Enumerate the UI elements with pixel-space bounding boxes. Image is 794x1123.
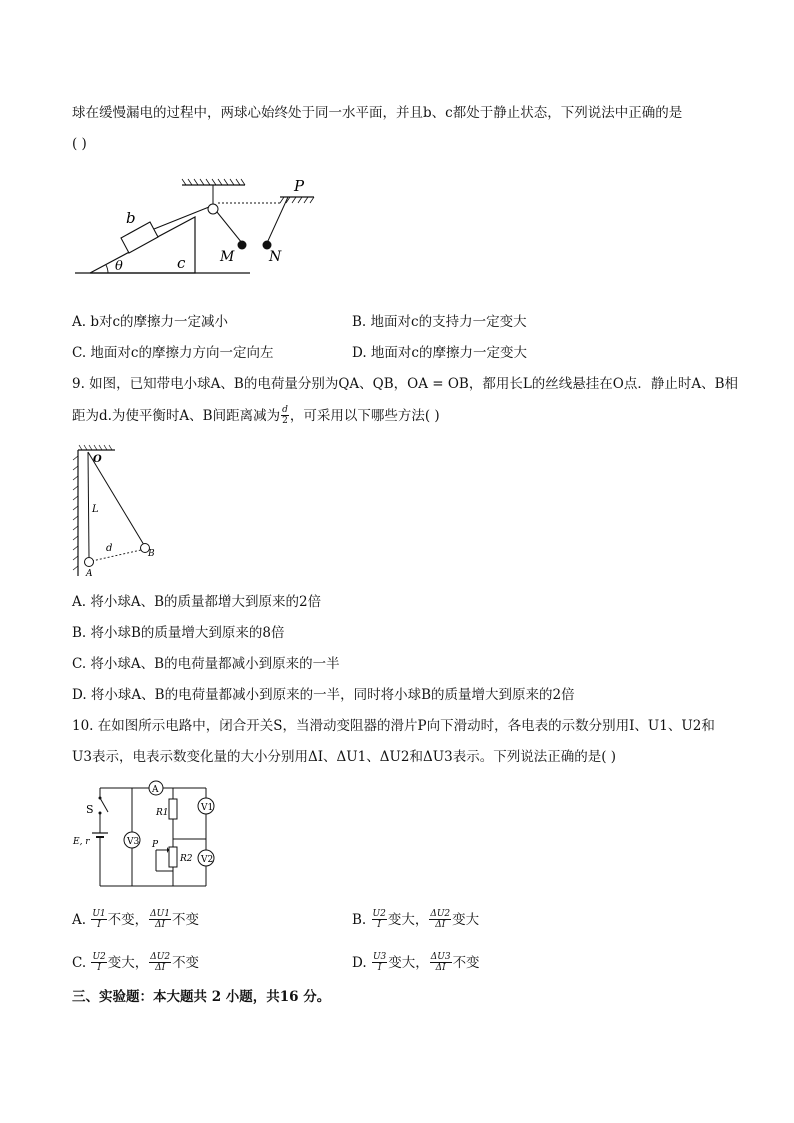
q9-stem-line1: 9. 如图，已知带电小球A、B的电荷量分别为QA、QB，OA = OB，都用长L的丝线悬挂在O点．静止时A、B相 [72,376,739,392]
label-v2: V2 [201,855,214,865]
resistor-r2 [169,847,177,867]
label-switch: S [86,803,94,816]
q8-option-a: A. b对c的摩擦力一定减小 [72,314,229,330]
section-3-heading: 三、实验题：本大题共 2 小题，共16 分。 [72,989,331,1005]
q10-opt-b-text1: 变大， [387,911,429,928]
q10-option-a [72,909,199,930]
q10-opt-d-label: D. [352,954,367,971]
q8-option-b: B. 地面对c的支持力一定变大 [352,314,527,330]
q10-stem-line1: 10. 在如图所示电路中，闭合开关S，当滑动变阻器的滑片P向下滑动时，各电表的示数分别用I、U1、U2和 [72,718,715,734]
q10-opt-d-frac1: $\frac{U3}{I}$ [372,952,387,973]
q9-frac-num: d [282,405,288,415]
q10-opt-b-frac1: $\frac{U2}{I}$ [372,909,386,930]
q10-opt-b-label: B. [352,911,367,928]
q10-circuit [70,775,220,890]
label-A: A [86,569,93,579]
label-L: L [92,504,99,515]
label-c: c [177,254,186,272]
label-d: d [106,543,113,554]
q9-fraction [281,405,289,426]
q10-opt-a-frac1: $\frac{U1}{I}$ [92,909,106,930]
q9-frac-den: 2 [282,416,288,426]
q10-opt-c-frac2: $\frac{\Delta U2}{\Delta I}$ [150,952,171,973]
label-r2: R2 [180,854,193,864]
q9-figure [70,444,180,579]
label-M: M [220,249,235,265]
pulley [208,204,218,214]
q9-stem-line2-post: ，可采用以下哪些方法( ) [289,407,440,424]
q10-opt-a-label: A. [72,911,87,928]
ball-M [238,241,247,250]
q10-opt-a-text1: 不变， [107,911,149,928]
q10-option-c [72,952,199,973]
resistor-r1 [169,799,177,819]
label-r1: R1 [156,808,169,818]
q10-opt-b-text2: 变大 [452,911,480,928]
q9-option-a: A. 将小球A、B的质量都增大到原来的2倍 [72,594,322,610]
label-v1: V1 [201,803,214,813]
q8-stem-line1: 球在缓慢漏电的过程中，两球心始终处于同一水平面，并且b、c都处于静止状态，下列说法中正确的是 [72,105,683,121]
q10-opt-c-frac1: $\frac{U2}{I}$ [92,952,106,973]
q8-option-d: D. 地面对c的摩擦力一定变大 [352,345,527,361]
label-ammeter: A [152,785,159,795]
q10-opt-c-text1: 变大， [107,954,149,971]
q10-opt-d-frac2: $\frac{\Delta U3}{\Delta I}$ [430,952,451,973]
q10-opt-d-text2: 不变 [452,954,480,971]
q10-option-b [352,909,479,930]
label-slider-p: P [152,840,159,850]
q8-stem-line2: ( ) [72,136,87,152]
label-O: O [93,454,102,465]
q10-opt-c-text2: 不变 [172,954,200,971]
label-emf: E, r [73,837,90,847]
q10-opt-d-text1: 变大， [388,954,429,971]
label-N: N [269,249,282,265]
q9-stem-line2 [72,405,440,426]
q10-opt-a-frac2: $\frac{\Delta U1}{\Delta I}$ [150,909,170,930]
q10-option-d [352,952,480,973]
label-P: P [294,177,305,195]
q9-option-c: C. 将小球A、B的电荷量都减小到原来的一半 [72,656,340,672]
label-b: b [126,209,136,227]
label-theta: θ [115,259,123,274]
q10-opt-a-text2: 不变 [171,911,199,928]
q9-option-d: D. 将小球A、B的电荷量都减小到原来的一半，同时将小球B的质量增大到原来的2倍 [72,687,575,703]
q10-opt-b-frac2: $\frac{\Delta U2}{\Delta I}$ [430,909,451,930]
q9-stem-line2-pre: 距为d.为使平衡时A、B间距离减为 [72,407,281,424]
q10-opt-c-label: C. [72,954,87,971]
ball-A [85,558,94,567]
q8-option-c: C. 地面对c的摩擦力方向一定向左 [72,345,274,361]
q9-option-b: B. 将小球B的质量增大到原来的8倍 [72,625,285,641]
q10-stem-line2: U3表示，电表示数变化量的大小分别用ΔI、ΔU1、ΔU2和ΔU3表示。下列说法正确的是( ) [72,749,617,765]
q8-figure [70,175,330,285]
label-v3: V3 [127,837,140,847]
label-B: B [148,549,155,559]
